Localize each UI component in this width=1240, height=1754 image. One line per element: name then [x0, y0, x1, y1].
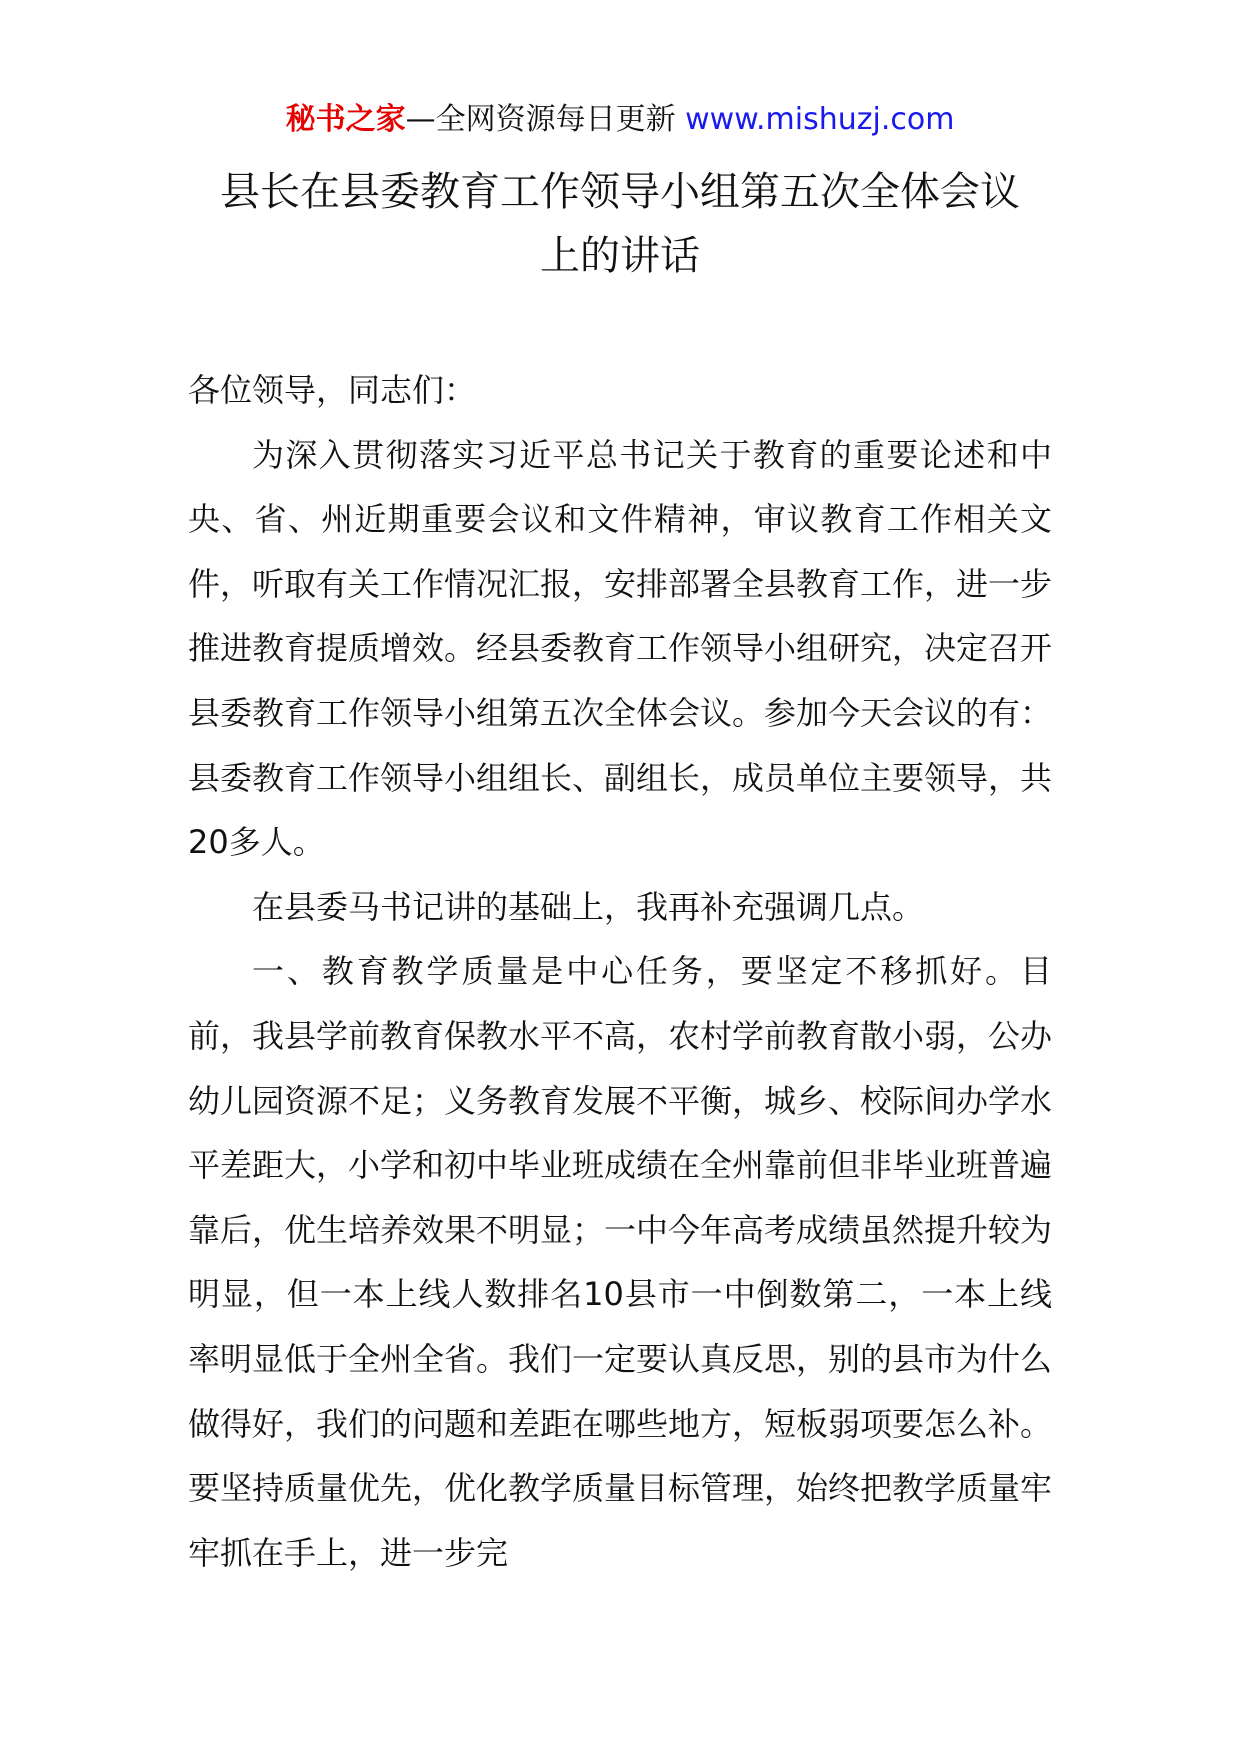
- section-1-heading: 一、教育教学质量是中心任务，要坚定不移抓好。: [252, 952, 1020, 991]
- site-header: [0, 98, 1240, 142]
- paragraph-intro: 为深入贯彻落实习近平总书记关于教育的重要论述和中央、省、州近期重要会议和文件精神，审议教育工作相关文件，听取有关工作情况汇报，安排部署全县教育工作，进一步推进教育提质增效。经县委教育工作领导小组研究，决定召开县委教育工作领导小组第五次全体会议。参加今天会议的有：县委教育工作领导小组组长、副组长，成员单位主要领导，共20多人。: [188, 435, 1053, 862]
- salutation: 各位领导，同志们：: [188, 371, 477, 409]
- paragraph-section-1: [188, 939, 1052, 1585]
- brand-name: 秘书之家: [285, 102, 406, 137]
- document-body: [188, 358, 1052, 1585]
- header-slogan: —全网资源每日更新: [405, 102, 686, 137]
- paragraph-transition: 在县委马书记讲的基础上，我再补充强调几点。: [252, 887, 925, 926]
- site-url-link[interactable]: www.mishuzj.com: [685, 102, 955, 137]
- document-title-line-1: 县长在县委教育工作领导小组第五次全体会议: [220, 169, 1020, 215]
- section-1-text: 目前，我县学前教育保教水平不高，农村学前教育散小弱，公办幼儿园资源不足；义务教育发展不平衡，城乡、校际间办学水平差距大，小学和初中毕业班成绩在全州靠前但非毕业班普遍靠后，优生培养效果不明显；一中今年高考成绩虽然提升较为明显，但一本上线人数排名10县市一中倒数第二，一本上线率明显低于全州全省。我们一定要认真反思，别的县市为什么做得好，我们的问题和差距在哪些地方，短板弱项要怎么补。要坚持质量优先，优化教学质量目标管理，始终把教学质量牢牢抓在手上，进一步完: [188, 952, 1053, 1572]
- document-title-line-2: 上的讲话: [540, 233, 700, 279]
